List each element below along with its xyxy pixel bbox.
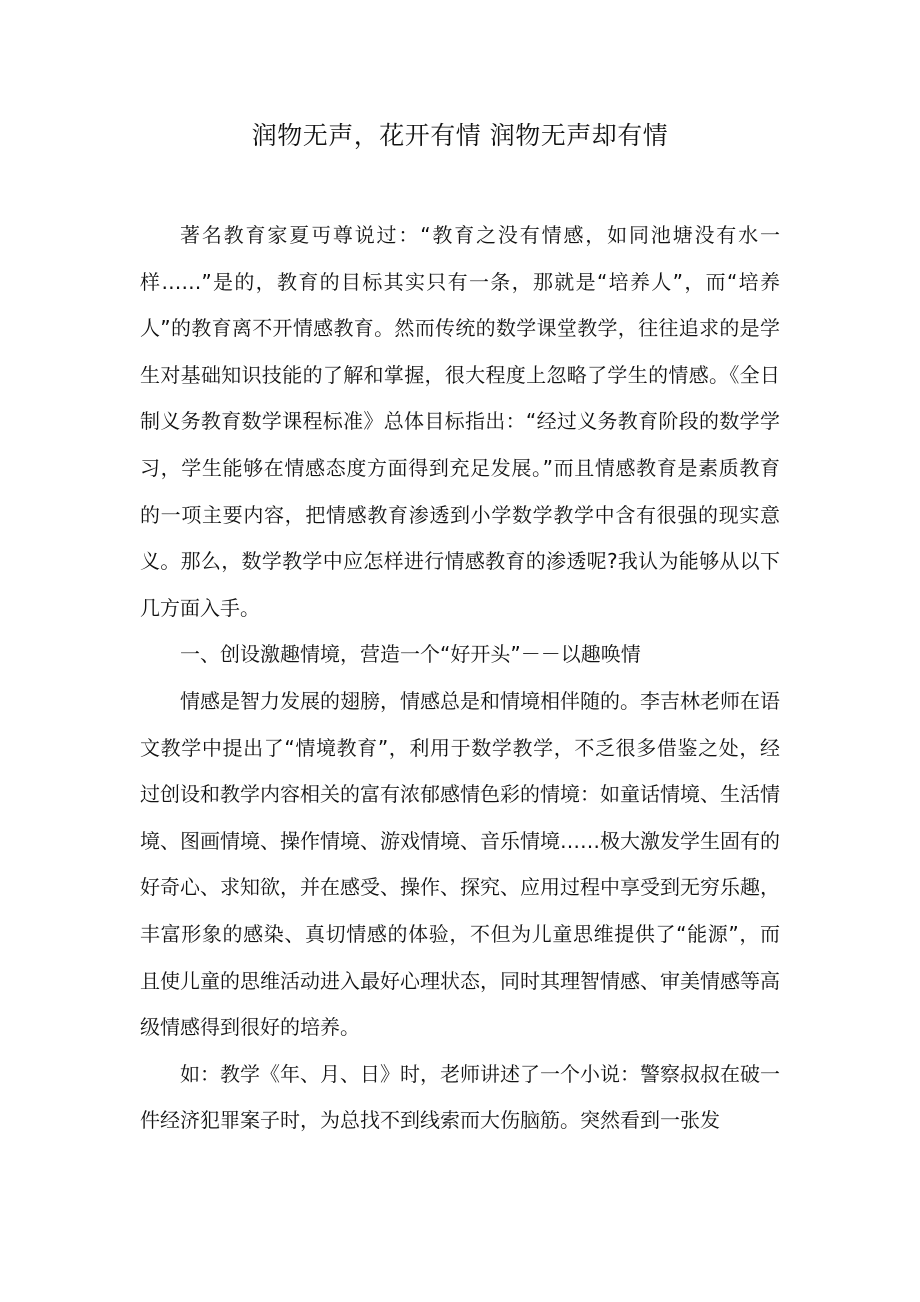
document-title: 润物无声，花开有情 润物无声却有情	[251, 121, 669, 150]
section-heading-1: 一、创设激趣情境，营造一个“好开头”－－以趣唤情	[180, 642, 641, 667]
paragraph-situation: 情感是智力发展的翅膀，情感总是和情境相伴随的。李吉林老师在语文教学中提出了“情境教育”，利用于数学教学，不乏很多借鉴之处，经过创设和教学内容相关的富有浓郁感情色彩的情境：如童话情境、生活情境、图画情境、操作情境、游戏情境、音乐情境……极大激发学生固有的好奇心、求知欲，并在感受、操作、探究、应用过程中享受到无穷乐趣，丰富形象的感染、真切情感的体验，不但为儿童思维提供了“能源”，而且使儿童的思维活动进入最好心理状态，同时其理智情感、审美情感等高级情感得到很好的培养。	[140, 688, 780, 1040]
document-body	[140, 212, 780, 1144]
paragraph-example: 如：教学《年、月、日》时，老师讲述了一个小说：警察叔叔在破一件经济犯罪案子时，为总找不到线索而大伤脑筋。突然看到一张发	[140, 1061, 780, 1133]
paragraph-intro: 著名教育家夏丏尊说过：“教育之没有情感，如同池塘没有水一样……”是的，教育的目标其实只有一条，那就是“培养人”，而“培养人”的教育离不开情感教育。然而传统的数学课堂教学，往往追求的是学生对基础知识技能的了解和掌握，很大程度上忽略了学生的情感。《全日制义务教育数学课程标准》总体目标指出：“经过义务教育阶段的数学学习，学生能够在情感态度方面得到充足发展。”而且情感教育是素质教育的一项主要内容，把情感教育渗透到小学数学教学中含有很强的现实意义。那么，数学教学中应怎样进行情感教育的渗透呢?我认为能够从以下几方面入手。	[140, 223, 780, 620]
